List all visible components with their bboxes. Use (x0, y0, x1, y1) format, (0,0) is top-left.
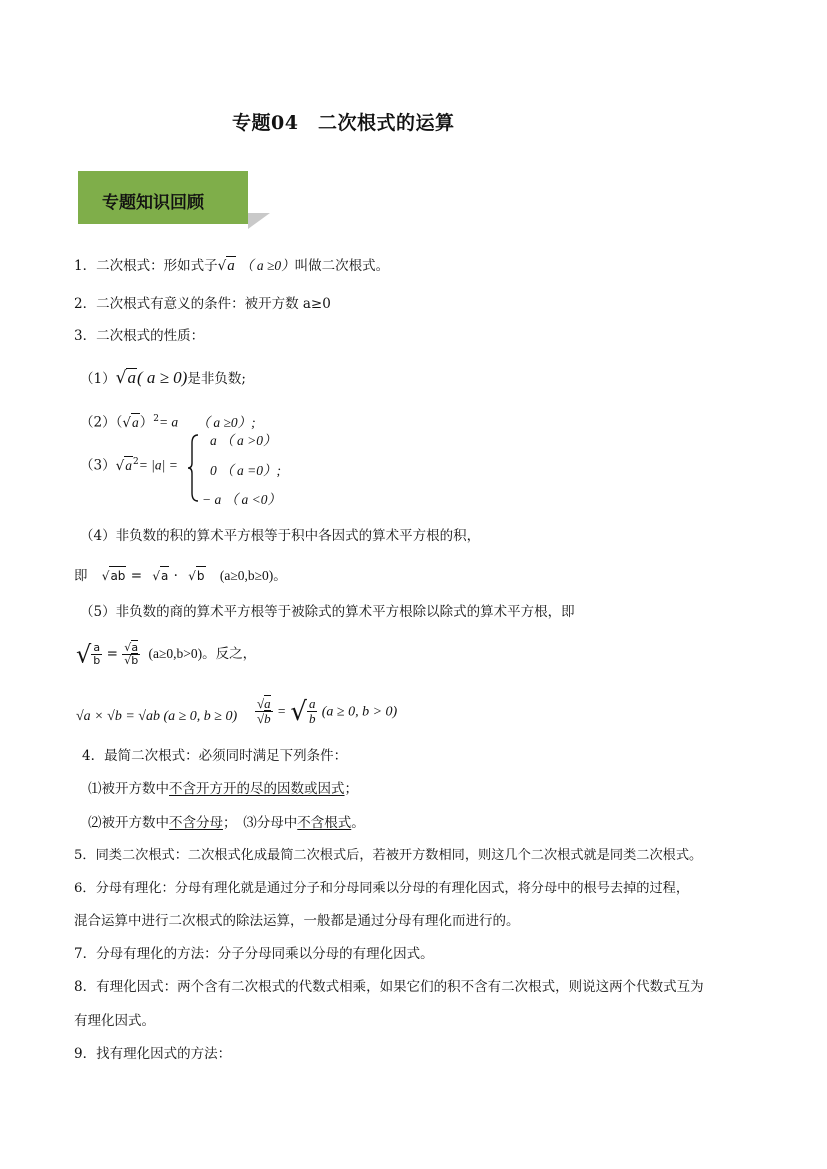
prop-1-cond: ( a ≥ 0) (136, 368, 188, 387)
item-6-line-2: 混合运算中进行二次根式的除法运算，一般都是通过分母有理化而进行的。 (74, 913, 520, 929)
prop-5: （5）非负数的商的算术平方根等于被除式的算术平方根除以除式的算术平方根，即 (80, 604, 575, 620)
item-1-cond: （ a ≥0） (240, 258, 295, 273)
prop-2-label: （2）（ (80, 414, 123, 431)
quotient-rule: $\frac{√a}{√b}$ = √ $\frac{a}{b}$ (a ≥ 0, b > 0) (257, 696, 398, 727)
item-1-prefix: 1．二次根式：形如式子 (74, 258, 218, 274)
section-banner (78, 171, 273, 231)
quotient-frac-2: $\frac{a}{b}$ (308, 696, 316, 727)
item-9: 9．找有理化因式的方法： (74, 1046, 232, 1062)
prop-2-pow: 2 (153, 414, 159, 424)
item-3: 3．二次根式的性质： (74, 328, 205, 344)
prop-3: $(3)√a^2= |a|$ = (80, 457, 178, 474)
sqrt-a-1: √a (217, 258, 235, 274)
item-6-line-1: 6．分母有理化：分母有理化就是通过分子和分母同乘以分母的有理化因式，将分母中的根号去掉的过程， (74, 881, 690, 896)
quotient-frac-1: $\frac{√a}{√b}$ (257, 696, 271, 727)
item-8-line-2: 有理化因式。 (74, 1013, 155, 1029)
banner-label: 专题知识回顾 (102, 193, 204, 213)
sqrt-a-2: √a (115, 368, 136, 388)
item-5: 5．同类二次根式：二次根式化成最简二次根式后，若被开方数相同，则这几个二次根式就是同类二次根式。 (74, 848, 703, 863)
item-4b-underline-1: 不含分母 (169, 815, 223, 831)
prop-1-suffix: 是非负数; (187, 371, 246, 387)
prop-3-eq: = |a| = (138, 457, 178, 473)
item-7: 7．分母有理化的方法：分子分母同乘以分母的有理化因式。 (74, 946, 434, 962)
prop-4-prefix: 即 (74, 568, 88, 584)
item-4: 4．最简二次根式：必须同时满足下列条件： (82, 748, 348, 764)
sqrt-ab: √ab (102, 566, 127, 585)
prop-2-cond: （ a ≥0）; (196, 414, 256, 430)
frac-sqrta-over-sqrtb: $\frac{√a}{√b}$ (124, 641, 139, 668)
case-zero: 0 （ a =0）; (210, 463, 281, 478)
item-1 (74, 256, 389, 275)
item-4b-underline-2: 不含根式 (297, 815, 352, 831)
product-rule: √a × √b = √ab (a ≥ 0, b ≥ 0) (76, 709, 238, 724)
sqrt-a-3: √a (122, 414, 139, 431)
item-8-line-1: 8．有理化因式：两个含有二次根式的代数式相乘，如果它们的积不含有二次根式，则说这两个代数式互为 (74, 979, 704, 995)
sqrt-a2: √a (115, 457, 132, 474)
prop-2-mid: ） (139, 414, 154, 431)
prop-5-formula: √ $\frac{a}{b}$ = $\frac{√a}{√b}$ (a≥0,b>0)。反之， (76, 640, 257, 669)
item-4a-underline: 不含开方开的尽的因数或因式 (169, 781, 345, 797)
case-positive: a （ a >0） (210, 433, 277, 448)
prop-3-label: （3） (80, 457, 116, 474)
prop-1 (80, 368, 246, 388)
page-title: 专题04 二次根式的运算 (232, 112, 455, 134)
item-2: 2．二次根式有意义的条件：被开方数 a≥0 (74, 296, 331, 312)
prop-4: （4）非负数的积的算术平方根等于积中各因式的算术平方根的积， (80, 528, 481, 544)
sqrt-a-4: √a (152, 566, 169, 585)
frac-a-over-b: $\frac{a}{b}$ (93, 641, 101, 668)
prop-2 (80, 410, 256, 432)
case-negative: − a （ a <0） (202, 492, 281, 507)
prop-4-formula: 即 √ab = √a · √b (a≥0,b≥0)。 (74, 568, 287, 584)
quotient-cond: (a ≥ 0, b > 0) (321, 704, 398, 720)
brace-icon (188, 433, 200, 503)
item-4a: ⑴被开方数中不含开方开的尽的因数或因式； (88, 781, 358, 797)
prop-4-cond: (a≥0,b≥0)。 (219, 568, 287, 583)
sqrt-b-1: √b (188, 566, 205, 585)
item-4b: ⑵被开方数中不含分母； ⑶分母中不含根式。 (88, 815, 365, 831)
prop-5-cond: (a≥0,b>0)。反之， (148, 646, 257, 662)
item-1-suffix: 叫做二次根式。 (294, 258, 390, 274)
prop-1-label: （1） (80, 371, 116, 387)
prop-2-eq: = a (158, 414, 179, 430)
